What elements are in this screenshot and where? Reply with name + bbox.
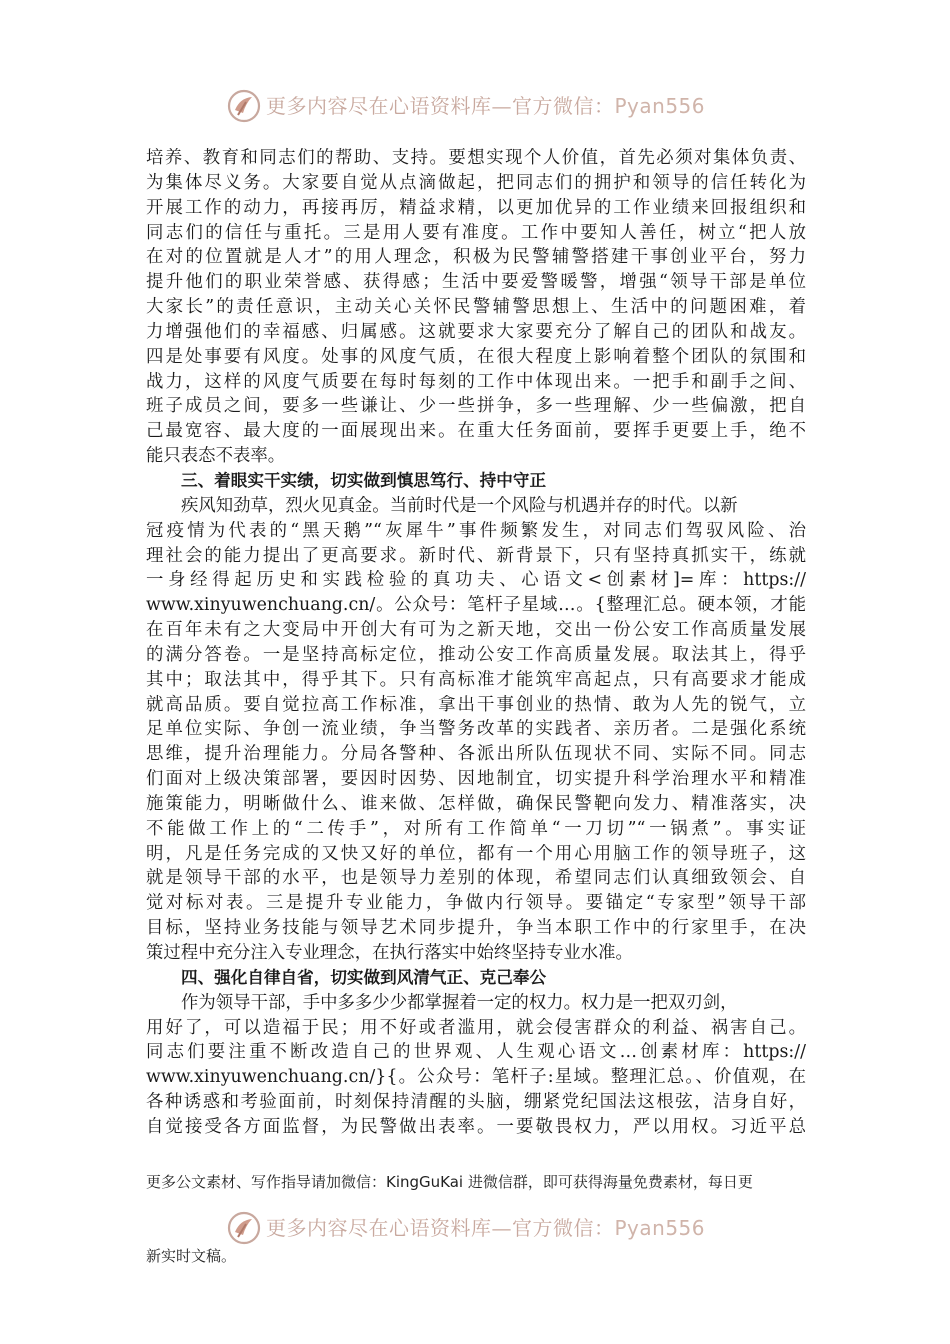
text-line: 能只表态不表率。 [146,446,286,467]
text-line: 班子成员之间，要多一些谦让、少一些拼争，多一些理解、少一些偏激，把自 [146,396,806,417]
section-heading: 四、强化自律自省，切实做到风清气正、克己奉公 [181,967,547,987]
text-line: 作为领导干部，手中多多少少都掌握着一定的权力。权力是一把双刃剑， [181,992,738,1013]
text-line: 大家长”的责任意识，主动关心关怀民警辅警思想上、生活中的问题困难，着 [146,297,806,318]
text-line: 开展工作的动力，再接再厉，精益求精，以更加优异的工作业绩来回报组织和 [146,197,806,218]
text-line: 施策能力，明晰做什么、谁来做、怎样做，确保民警靶向发力、精准落实，决 [146,793,806,814]
text-line: 培养、教育和同志们的帮助、支持。要想实现个人价值，首先必须对集体负责、 [146,148,806,168]
text-line: 的满分答卷。一是坚持高标定位，推动公安工作高质量发展。取法其上，得乎 [146,644,806,665]
text-line: 们面对上级决策部署，要因时因势、因地制宜，切实提升科学治理水平和精准 [146,769,806,790]
text-line: 在百年未有之大变局中开创大有可为之新天地，交出一份公安工作高质量发展 [146,620,806,641]
text-line: 战力，这样的风度气质要在每时每刻的工作中体现出来。一把手和副手之间、 [146,371,806,392]
text-line: 自觉接受各方面监督，为民警做出表率。一要敬畏权力，严以用权。习近平总 [146,1116,806,1137]
text-line: 理社会的能力提出了更高要求。新时代、新背景下，只有坚持真抓实干，练就 [146,545,806,566]
brush-logo-icon [226,1210,262,1246]
text-line: 力增强他们的幸福感、归属感。这就要求大家要充分了解自己的团队和战友。 [146,321,806,342]
text-line: 冠疫情为代表的“黑天鹅”“灰犀牛”事件频繁发生，对同志们驾驭风险、治 [146,520,806,541]
text-line: 四是处事要有风度。处事的风度气质，在很大程度上影响着整个团队的氛围和 [146,346,806,367]
text-line: 明，凡是任务完成的又快又好的单位，都有一个用心用脑工作的领导班子，这 [146,843,806,864]
text-line: 策过程中充分注入专业理念，在执行落实中始终坚持专业水准。 [146,943,633,963]
text-line: 同志们的信任与重托。三是用人要有准度。工作中要知人善任，树立“把人放 [146,222,806,243]
text-line: www.xinyuwenchuang.cn/}{。公众号：笔杆子:星域。整理汇总。、价值观，在 [146,1067,806,1088]
banner-text [266,1214,705,1242]
text-line: 就是领导干部的水平，也是领导力差别的体现，希望同志们认真细致领会、自 [146,868,806,889]
text-line: 疾风知劲草，烈火见真金。当前时代是一个风险与机遇并存的时代。以新 [181,495,738,516]
text-line: 目标，坚持业务技能与领导艺术同步提升，争当本职工作中的行家里手，在决 [146,918,806,939]
section-heading: 三、着眼实干实绩，切实做到慎思笃行、持中守正 [181,470,547,490]
document-body [146,146,806,1140]
text-line: 觉对标对表。三是提升专业能力，争做内行领导。要锚定“专家型”领导干部 [146,893,806,914]
text-line: 思维，提升治理能力。分局各警种、各派出所队伍现状不同、实际不同。同志 [146,744,806,765]
text-line: 在对的位置就是人才”的用人理念，积极为民警辅警搭建干事创业平台，努力 [146,247,806,268]
banner-main: 更多内容尽在心语资料库—官方微信： [266,94,615,118]
text-line: 足单位实际、争创一流业绩，争当警务改革的实践者、亲历者。二是强化系统 [146,719,806,740]
text-line: 就高品质。要自觉拉高工作标准，拿出干事创业的热情、敢为人先的锐气，立 [146,694,806,715]
header-banner [0,86,950,126]
text-line: 用好了，可以造福于民；用不好或者滥用，就会侵害群众的利益、祸害自己。 [146,1017,806,1038]
banner-main: 更多内容尽在心语资料库—官方微信： [266,1216,615,1240]
footer-note: 更多公文素材、写作指导请加微信：KingGuKai 进微信群，即可获得海量免费素材，每日更 [146,1173,753,1191]
text-line: 不能做工作上的“二传手”，对所有工作简单“一刀切”“一锅煮”。事实证 [146,818,806,839]
footer-tail: 新实时文稿。 [146,1247,237,1265]
text-line: 各种诱惑和考验面前，时刻保持清醒的头脑，绷紧党纪国法这根弦，洁身自好， [146,1092,806,1113]
text-line: 一身经得起历史和实践检验的真功夫、心语文<创素材]=库：https:// [146,570,806,591]
text-line: 其中；取法其中，得乎其下。只有高标准才能筑牢高起点，只有高要求才能成 [146,669,806,690]
brush-logo-icon [226,88,262,124]
text-line: 提升他们的职业荣誉感、获得感；生活中要爱警暖警，增强“领导干部是单位 [146,272,806,293]
text-line: 己最宽容、最大度的一面展现出来。在重大任务面前，要挥手更要上手，绝不 [146,421,806,442]
banner-account: Pyan556 [614,1216,706,1240]
text-line: 同志们要注重不断改造自己的世界观、人生观心语文…创素材库：https:// [146,1042,806,1063]
footer-banner [0,1208,950,1248]
text-line: www.xinyuwenchuang.cn/。公众号：笔杆子星域…。{整理汇总。硬本领，才能 [146,595,806,616]
banner-account: Pyan556 [614,94,706,118]
text-line: 为集体尽义务。大家要自觉从点滴做起，把同志们的拥护和领导的信任转化为 [146,172,806,193]
banner-text [266,92,705,120]
